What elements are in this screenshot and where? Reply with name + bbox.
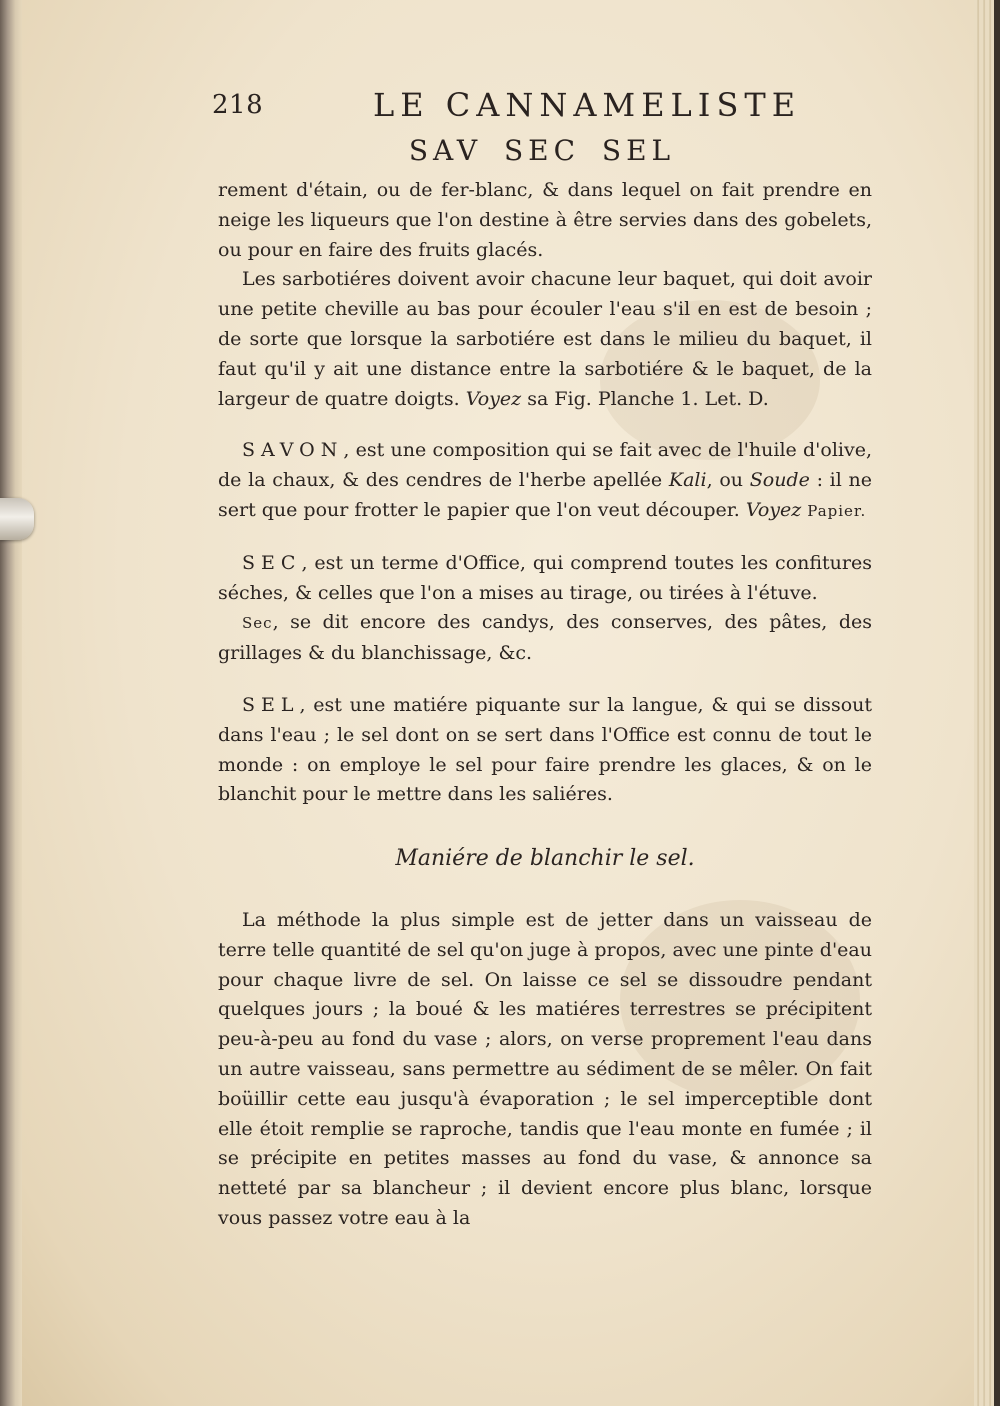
book-title: LE CANNAMELISTE: [372, 86, 802, 124]
entry-sec: [218, 549, 872, 609]
voyez-reference: Voyez: [745, 498, 802, 521]
page-clip: [0, 498, 34, 540]
sarbotiere-text: Les sarbotiéres doivent avoir chacune leur baquet, qui doit avoir une petite cheville au bas pour écouler l'eau s'il en est de besoin ; de sorte que lorsque la sarbotiére est dans le milieu du baquet, il faut qu'il y ait une distance entre la sarbotiére & le baquet, de la largeur de quatre doigts.: [218, 268, 872, 410]
section-subheading: Maniére de blanchir le sel.: [395, 846, 695, 872]
term-kali: Kali: [668, 469, 707, 492]
savon-text: , est une composition qui se fait avec de l'huile d'olive, de la chaux, & des cendres de l'herbe apellée: [218, 439, 872, 492]
sarbotiere-continuation: rement d'étain, ou de fer-blanc, & dans lequel on fait prendre en neige les liqueurs que l'on destine à être servies dans des gobelets, ou pour en faire des fruits glacés.: [218, 179, 872, 261]
term-soude: Soude: [749, 469, 810, 492]
headword-savon: SAVON: [242, 439, 344, 462]
page-body: [218, 176, 872, 1234]
sec-text: , est un terme d'Office, qui comprend toutes les confitures séches, & celles que l'on a mises au tirage, ou tirées à l'étuve.: [218, 551, 872, 604]
figure-reference: sa Fig. Planche 1. Let. D.: [527, 387, 769, 410]
sec2-text: , se dit encore des candys, des conserves, des pâtes, des grillages & du blanchissage, &c.: [218, 611, 872, 665]
voyez-reference: Voyez: [465, 387, 522, 410]
headword-sel: SEL: [242, 693, 300, 716]
guide-words: SAV SEC SEL: [408, 134, 676, 167]
headword-sec-2: Sec: [242, 614, 273, 633]
entry-sec-2: [218, 608, 872, 669]
cross-reference-papier: Papier.: [807, 501, 867, 520]
savon-text-b: , ou: [706, 469, 744, 492]
entry-sel: [218, 691, 872, 810]
method-paragraph: La méthode la plus simple est de jetter dans un vaisseau de terre telle quantité de sel qu'on juge à propos, avec une pinte d'eau pour chaque livre de sel. On laisse ce sel se dissoudre pendant quelques jours ; la boué & les matiéres terrestres se précipitent peu-à-peu au fond du vase ; alors, on verse proprement l'eau dans un autre vaisseau, sans permettre au sédiment de se mêler. On fait boüillir cette eau jusqu'à évaporation ; le sel imperceptible dont elle étoit remplie se raproche, tandis que l'eau monte en fumée ; il se précipite en petites masses au fond du vase, & annonce sa netteté par sa blancheur ; il devient encore plus blanc, lorsque vous passez votre eau à la: [218, 908, 872, 1229]
savon-text-c: : il ne sert que pour frotter le papier que l'on veut découper.: [218, 469, 873, 521]
page-number: 218: [212, 90, 264, 120]
headword-sec: SEC: [242, 551, 302, 574]
running-head: [212, 86, 892, 132]
entry-savon: [218, 436, 872, 526]
page-edges: [974, 0, 1000, 1406]
book-spine: [0, 0, 22, 1406]
sarbotiere-paragraph: [218, 265, 872, 414]
sel-text: , est une matiére piquante sur la langue, & qui se dissout dans l'eau ; le sel dont on se sert dans l'Office est connu de tout le monde : on employe le sel pour faire prendre les glaces, & on le blanchit pour le mettre dans les saliéres.: [218, 693, 872, 806]
